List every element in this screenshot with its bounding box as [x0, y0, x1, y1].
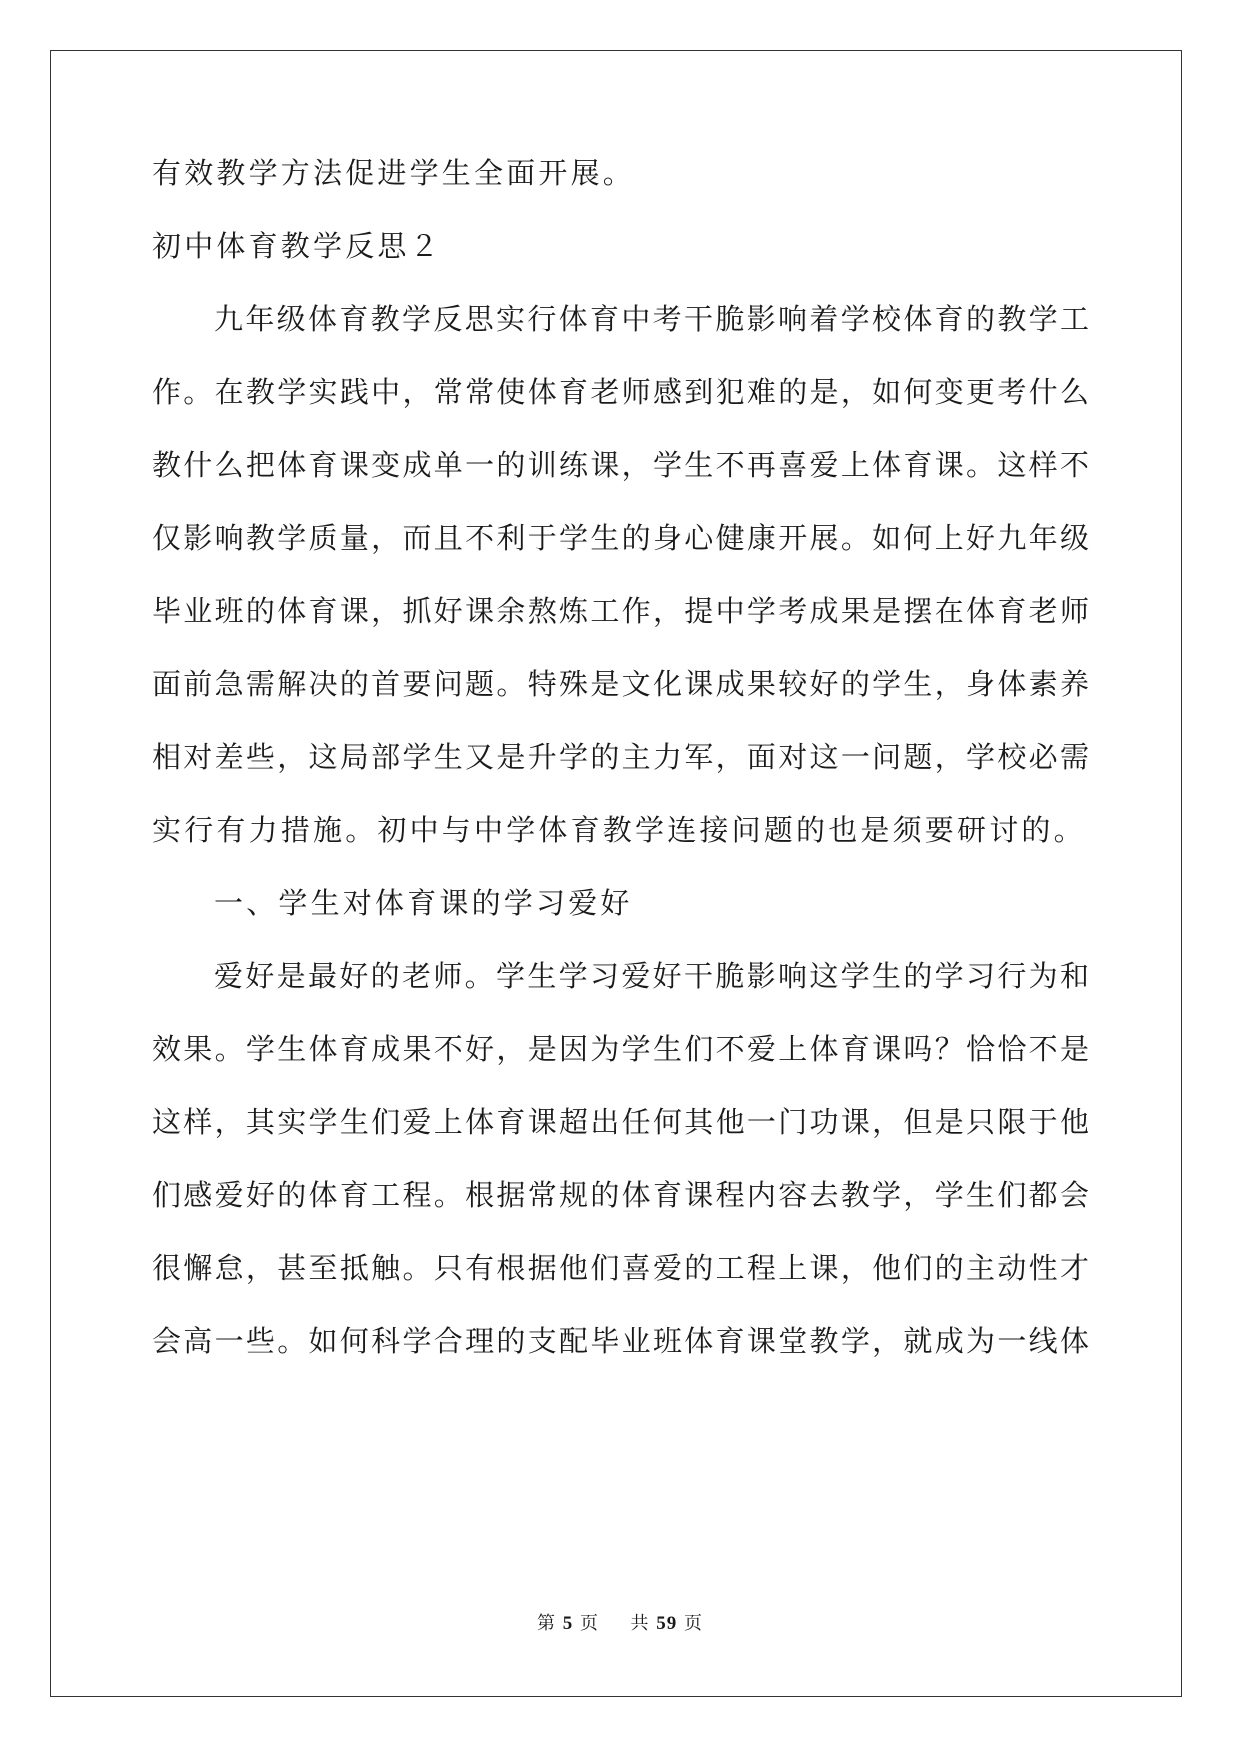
page-footer	[0, 1612, 1240, 1636]
text-line: 毕业班的体育课，抓好课余熬炼工作，提中学考成果是摆在体育老师	[152, 594, 1089, 628]
text-line: 很懈怠，甚至抵触。只有根据他们喜爱的工程上课，他们的主动性才	[152, 1251, 1089, 1285]
text-line: 效果。学生体育成果不好，是因为学生们不爱上体育课吗？恰恰不是	[152, 1032, 1089, 1066]
text-line: 实行有力措施。初中与中学体育教学连接问题的也是须要研讨的。	[152, 813, 1086, 847]
text-line: 爱好是最好的老师。学生学习爱好干脆影响这学生的学习行为和	[214, 959, 1089, 993]
text-line: 作。在教学实践中，常常使体育老师感到犯难的是，如何变更考什么	[152, 375, 1089, 409]
page-prefix: 第	[537, 1613, 557, 1634]
text-line: 仅影响教学质量，而且不利于学生的身心健康开展。如何上好九年级	[152, 521, 1089, 555]
page-suffix: 页	[580, 1613, 600, 1634]
total-suffix: 页	[683, 1613, 703, 1634]
total-pages: 59	[656, 1613, 678, 1634]
text-line: 有效教学方法促进学生全面开展。	[152, 156, 636, 190]
text-line: 这样，其实学生们爱上体育课超出任何其他一门功课，但是只限于他	[152, 1105, 1089, 1139]
page-number: 5	[562, 1613, 574, 1634]
section-title: 初中体育教学反思２	[152, 229, 442, 263]
text-line: 教什么把体育课变成单一的训练课，学生不再喜爱上体育课。这样不	[152, 448, 1089, 482]
text-line: 面前急需解决的首要问题。特殊是文化课成果较好的学生，身体素养	[152, 667, 1089, 701]
page-border	[50, 50, 1182, 1697]
subheading: 一、学生对体育课的学习爱好	[214, 886, 633, 920]
total-prefix: 共	[630, 1613, 650, 1634]
text-line: 会高一些。如何科学合理的支配毕业班体育课堂教学，就成为一线体	[152, 1324, 1089, 1358]
text-line: 九年级体育教学反思实行体育中考干脆影响着学校体育的教学工	[214, 302, 1089, 336]
text-line: 相对差些，这局部学生又是升学的主力军，面对这一问题，学校必需	[152, 740, 1089, 774]
text-line: 们感爱好的体育工程。根据常规的体育课程内容去教学，学生们都会	[152, 1178, 1089, 1212]
